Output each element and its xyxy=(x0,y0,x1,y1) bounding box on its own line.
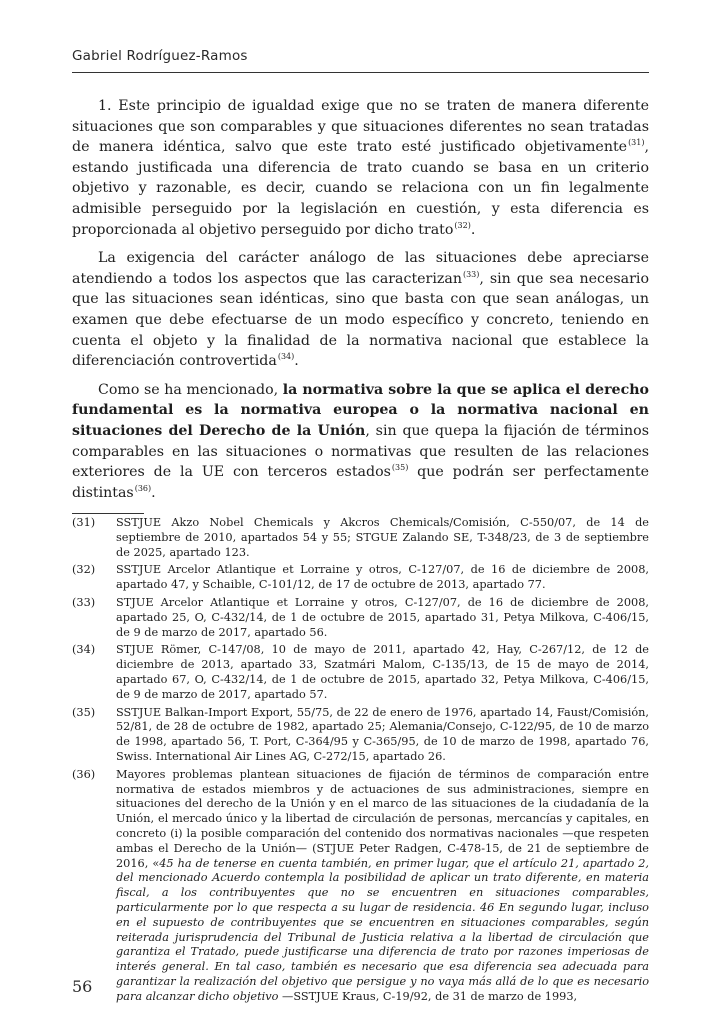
page-number: 56 xyxy=(72,977,93,996)
main-text xyxy=(72,96,649,511)
footnote-ref-35[interactable]: (35) xyxy=(391,463,409,473)
footnote-text: SSTJUE Akzo Nobel Chemicals y Akcros Chemicals/Comisión, C-550/07, de 14 de septiembre de 2010, apartados 54 y 55; STGUE Zalando SE, T-348/23, de 3 de septiembre de 2025, apartado 123. xyxy=(116,516,649,559)
footnote-32 xyxy=(72,563,649,593)
footnote-text: STJUE Arcelor Atlantique et Lorraine y otros, C-127/07, de 16 de diciembre de 2008, apartado 25, O, C-432/14, de 1 de octubre de 2015, apartado 31, Petya Milkova, C-406/15, de 9 de marzo de 2017, apartado 56. xyxy=(116,595,649,639)
footnote-text xyxy=(116,768,649,1005)
footnote-separator xyxy=(72,513,144,514)
footnote-ref-33[interactable]: (33) xyxy=(462,269,480,279)
paragraph-1-end: . xyxy=(470,221,476,238)
footnote-number: (34) xyxy=(72,643,96,657)
footnote-36-quote: 45 ha de tenerse en cuenta también, en primer lugar, que el artículo 21, apartado 2, del mencionado Acuerdo contempla la posibilidad de aplicar un trato diferente, en materia fiscal, a los contribuyentes que no se encuentren en situaciones comparables, particularmente por lo que respecta a su lugar de residencia. 46 En segundo lugar, incluso en el supuesto de contribuyentes que se encuentren en situaciones comparables, según reiterada jurisprudencia del Tribunal de Justicia relativa a la libertad de circulación que garantiza el Tratado, puede justificarse una diferencia de trato por razones imperiosas de interés general. En tal caso, también es necesario que esa diferencia sea adecuada para garantizar la realización del objetivo que persigue y no vaya más allá de lo que es necesario para alcanzar dicho objetivo xyxy=(116,856,649,1003)
footnote-ref-32[interactable]: (32) xyxy=(454,220,471,230)
footnote-number: (33) xyxy=(72,595,96,609)
footnote-34 xyxy=(72,643,649,702)
footnote-text: SSTJUE Balkan-Import Export, 55/75, de 22 de enero de 1976, apartado 14, Faust/Comisión, 52/81, de 28 de octubre de 1982, apartado 25; Alemania/Consejo, C-122/95, de 10 de marzo de 1998, apartado 56, T. Port, C-364/95 y C-365/95, de 10 de marzo de 1998, apartado 76, Swiss. International Air Lines AG, C-272/15, apartado 26. xyxy=(116,705,649,763)
footnote-36 xyxy=(72,768,649,1005)
footnote-number: (32) xyxy=(72,563,96,577)
paragraph-3-bold-text: la normativa sobre la que se aplica el derecho fundamental es la normativa europea o la normativa nacional en situaciones del Derecho de la Unión xyxy=(72,381,650,439)
paragraph-3 xyxy=(72,380,649,504)
paragraph-2-text-cont: , sin que sea necesario que las situaciones sean idénticas, sino que basta con que sean análogas, un examen que debe efectuarse de un modo específico y concreto, teniendo en cuenta el objeto y la finalidad de la normativa nacional que establece la diferenciación controvertida xyxy=(72,270,649,370)
header-rule xyxy=(72,72,649,73)
footnote-text: STJUE Römer, C-147/08, 10 de mayo de 2011, apartado 42, Hay, C-267/12, de 12 de diciembre de 2013, apartado 33, Szatmári Malom, C-135/13, de 15 de mayo de 2014, apartado 67, O, C-432/14, de 1 de octubre de 2015, apartado 32, Petya Milkova, C-406/15, de 9 de marzo de 2017, apartado 57. xyxy=(116,643,649,701)
footnote-number: (35) xyxy=(72,705,96,719)
paragraph-1 xyxy=(72,96,649,240)
paragraph-1-text: 1. Este principio de igualdad exige que no se traten de manera diferente situaciones que son comparables y que situaciones diferentes no sean tratadas de manera idéntica, salvo que este trato esté justificado objetivamente xyxy=(72,98,649,156)
footnotes xyxy=(72,516,649,1008)
paragraph-3-text: Como se ha mencionado, xyxy=(98,381,283,398)
footnote-36-tail: —SSTJUE Kraus, C-19/92, de 31 de marzo de 1993, xyxy=(278,989,578,1003)
footnote-text: SSTJUE Arcelor Atlantique et Lorraine y otros, C-127/07, de 16 de diciembre de 2008, apartado 47, y Schaible, C-101/12, de 17 de octubre de 2013, apartado 77. xyxy=(116,563,649,592)
footnote-ref-31[interactable]: (31) xyxy=(628,138,645,148)
paragraph-2 xyxy=(72,248,649,372)
footnote-number: (31) xyxy=(72,516,96,529)
footnote-33 xyxy=(72,596,649,640)
footnote-35 xyxy=(72,706,649,765)
paragraph-3-text-cont-2: que podrán ser perfectamente distintas xyxy=(72,464,649,501)
paragraph-1-text-cont: , estando justificada una diferencia de trato cuando se basa en un criterio objetivo y razonable, es decir, cuando se relaciona con un fin legalmente admisible perseguido por la legislación en cuestión, y esta diferencia es proporcionada al objetivo perseguido por dicho trato xyxy=(72,139,649,238)
footnote-36-text: Mayores problemas plantean situaciones de fijación de términos de comparación entre normativa de estados miembros y de actuaciones de sus administraciones, siempre en situaciones del derecho de la Unión y en el marco de las situaciones de la ciudadanía de la Unión, el mercado único y la libertad de circulación de personas, mercancías y capitales, en concreto (i) la posible comparación del contenido dos normativas nacionales —que respeten ambas el Derecho de la Unión— (STJUE Peter Radgen, C-478-15, de 21 de septiembre de 2016, « xyxy=(116,767,649,870)
running-header-author: Gabriel Rodríguez-Ramos xyxy=(72,48,248,64)
paragraph-2-text: La exigencia del carácter análogo de las situaciones debe apreciarse atendiendo a todos los aspectos que las caracterizan xyxy=(72,250,649,287)
paragraph-3-text-cont: , sin que quepa la fijación de términos comparables en las situaciones o normativas que resulten de las relaciones exteriores de la UE con terceros estados xyxy=(72,422,649,481)
paragraph-3-end: . xyxy=(151,484,156,501)
paragraph-2-end: . xyxy=(294,353,299,370)
footnote-31 xyxy=(72,516,649,560)
footnote-number: (36) xyxy=(72,767,96,781)
footnote-ref-36[interactable]: (36) xyxy=(134,483,152,493)
footnote-ref-34[interactable]: (34) xyxy=(277,352,295,362)
